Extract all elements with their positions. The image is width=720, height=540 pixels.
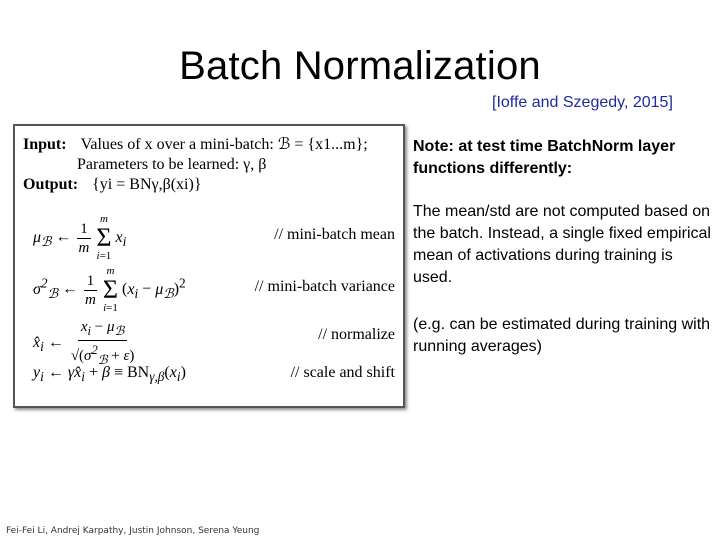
input-text: Values of x over a mini-batch: ℬ = {x1...m};: [80, 136, 368, 153]
equation-variance: $\sigma^2_ℬ$ ← $\frac{1}{m}$ m Σ i=1 $(x_i - \mu_ℬ)^2$: [33, 265, 186, 314]
citation: [Ioffe and Szegedy, 2015]: [492, 94, 673, 111]
explanation-paragraph: The mean/std are not computed based on the batch. Instead, a single fixed empirical mean of activations during training is used.: [413, 203, 711, 286]
test-time-note: Note: at test time BatchNorm layer functions differently:: [413, 138, 676, 177]
comment-scale-shift: // scale and shift: [290, 364, 395, 381]
input-label: Input:: [23, 136, 67, 153]
comment-mean: // mini-batch mean: [274, 226, 395, 243]
comment-variance: // mini-batch variance: [254, 278, 395, 295]
input-row: [23, 134, 368, 154]
params-text: Parameters to be learned: γ, β: [77, 156, 267, 173]
output-row: [23, 176, 202, 194]
algorithm-box: [13, 124, 405, 408]
output-label: Output:: [23, 176, 79, 193]
equation-mean: $\mu_ℬ$ ← $\frac{1}{m}$ m Σ i=1 $x_i$: [33, 213, 127, 262]
output-text: {yi = BNγ,β(xi)}: [92, 176, 202, 193]
comment-normalize: // normalize: [318, 326, 395, 343]
slide-title: Batch Normalization: [179, 44, 541, 88]
equation-scale-shift: $y_i$ ← $\gamma x̂_i + \beta \equiv BN_{\gamma,\beta}(x_i)$: [33, 364, 186, 385]
running-average-note: (e.g. can be estimated during training with running averages): [413, 316, 711, 355]
footer-authors: Fei-Fei Li, Andrej Karpathy, Justin Johnson, Serena Yeung: [6, 526, 260, 536]
equation-normalize: $x̂_i$ ← $\frac{x_i - \mu_ℬ}{√(\sigma^2_ℬ + \varepsilon)}$: [33, 319, 135, 367]
